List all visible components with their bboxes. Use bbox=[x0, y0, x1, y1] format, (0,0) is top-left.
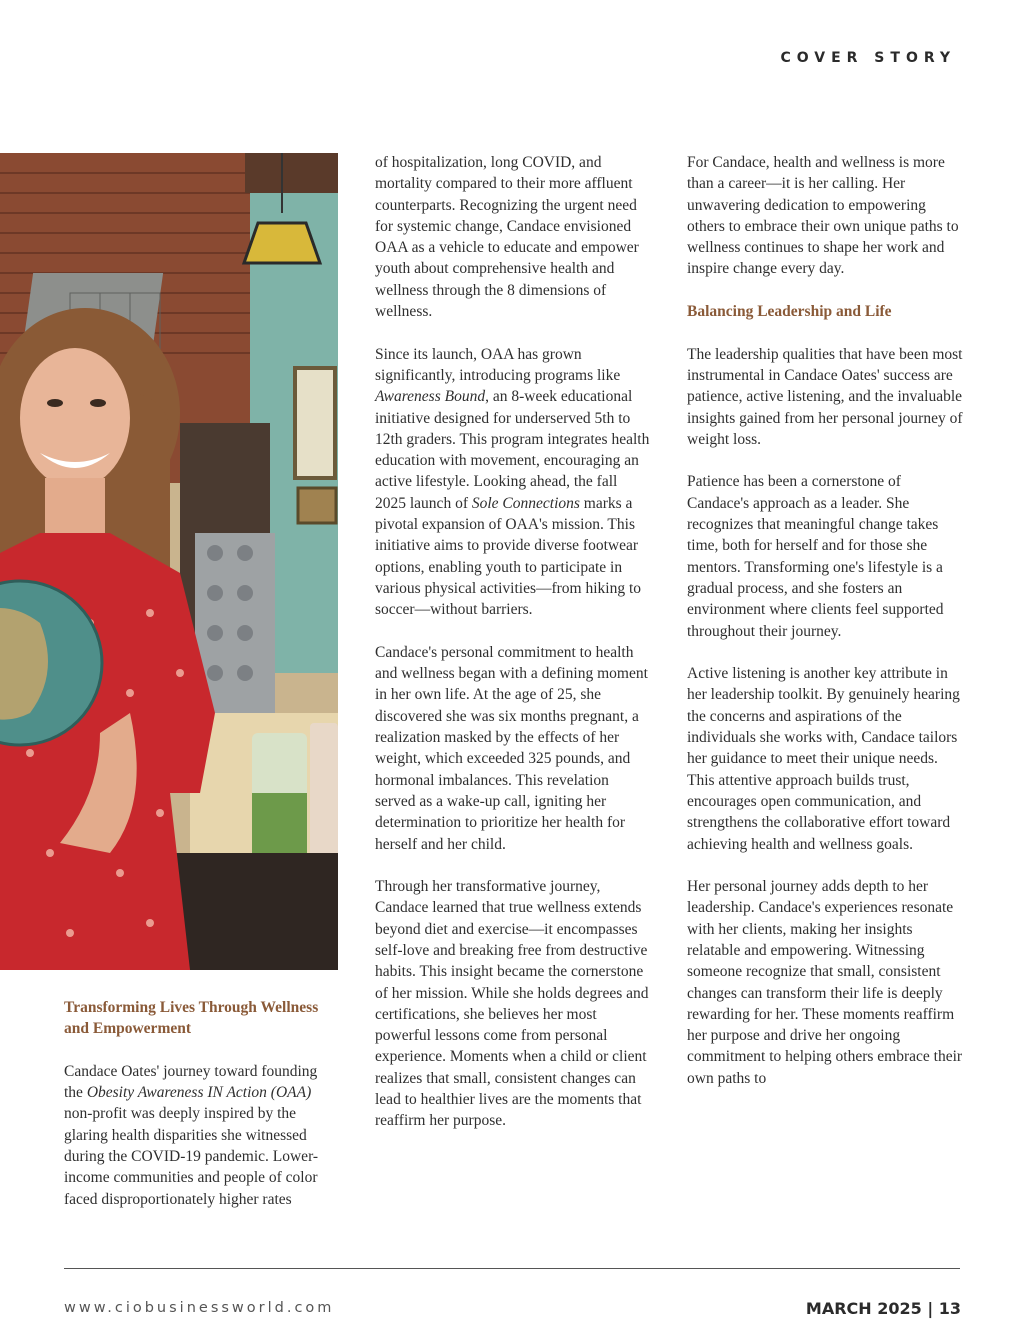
footer-issue-page: MARCH 2025 | 13 bbox=[805, 1299, 961, 1318]
footer-divider bbox=[64, 1268, 960, 1269]
article-paragraph: Her personal journey adds depth to her leadership. Candace's experiences resonate with her clients, making her insights relatable and empowering. Witnessing someone recognize that small, consistent changes can transform their life is deeply rewarding for her. These moments reaffirm her purpose and drive her ongoing commitment to helping others embrace their own paths to bbox=[687, 878, 963, 1087]
article-paragraph: Through her transformative journey, Candace learned that true wellness extends beyond diet and exercise—it encompasses self-love and breaking free from destructive habits. This insight became the cornerstone of her mission. While she holds degrees and certifications, she believes her most powerful lessons come from personal experience. Moments when a child or client realizes that small, consistent changes can lead to healthier lives are the moments that reaffirm her purpose. bbox=[375, 878, 649, 1130]
section-label: COVER STORY bbox=[780, 50, 956, 66]
article-paragraph: The leadership qualities that have been most instrumental in Candace Oates' success are patience, active listening, and the invaluable insights gained from her personal journey of weight loss. bbox=[687, 345, 963, 448]
article-paragraph: Candace's personal commitment to health and wellness began with a defining moment in her own life. At the age of 25, she discovered she was six months pregnant, a realization masked by the effects of her weight, which exceeded 325 pounds, and hormonal imbalances. This revelation served as a wake-up call, igniting her determination to prioritize her health for herself and her child. bbox=[375, 643, 648, 853]
cover-photo bbox=[0, 153, 338, 970]
article-paragraph: Candace Oates' journey toward founding the Obesity Awareness IN Action (OAA) non-profit was deeply inspired by the glaring health disparities she witnessed during the COVID-19 pandemic. Lower-income communities and people of color faced disproportionately higher rates bbox=[64, 1062, 319, 1208]
article-column-1 bbox=[64, 997, 336, 1231]
article-paragraph: of hospitalization, long COVID, and mortality compared to their more affluent counterparts. Recognizing the urgent need for systemic change, Candace envisioned OAA as a vehicle to educate and empower youth about comprehensive health and wellness through the 8 dimensions of wellness. bbox=[375, 154, 639, 321]
article-paragraph: Patience has been a cornerstone of Candace's approach as a leader. She recognizes that meaningful change takes time, both for herself and for those she mentors. Transforming one's lifestyle is a gradual process, and she fosters an environment where clients feel supported throughout their journey. bbox=[687, 473, 944, 640]
article-column-2 bbox=[375, 152, 651, 1153]
article-paragraph: Active listening is another key attribute in her leadership toolkit. By genuinely hearing the concerns and aspirations of the individuals she works with, Candace tailors her guidance to meet their unique needs. This attentive approach builds trust, encourages open communication, and strengthens the collaborative effort toward achieving health and wellness goals. bbox=[687, 665, 960, 853]
article-paragraph: For Candace, health and wellness is more than a career—it is her calling. Her unwavering dedication to empowering others to embrace their own unique paths to wellness continues to shape her work and inspire change every day. bbox=[687, 154, 959, 278]
footer-website-link[interactable]: www.ciobusinessworld.com bbox=[64, 1300, 335, 1316]
section-subhead: Balancing Leadership and Life bbox=[687, 303, 892, 321]
section-subhead: Transforming Lives Through Wellness and Empowerment bbox=[64, 999, 319, 1038]
article-paragraph: Since its launch, OAA has grown significantly, introducing programs like Awareness Bound, an 8-week educational initiative designed for underserved 5th to 12th graders. This program integrates health education with movement, encouraging an active lifestyle. Looking ahead, the fall 2025 launch of Sole Connections marks a pivotal expansion of OAA's mission. This initiative aims to provide diverse footwear options, enabling youth to participate in various physical activities—from hiking to soccer—without barriers. bbox=[375, 345, 650, 619]
article-column-3 bbox=[687, 152, 963, 1110]
